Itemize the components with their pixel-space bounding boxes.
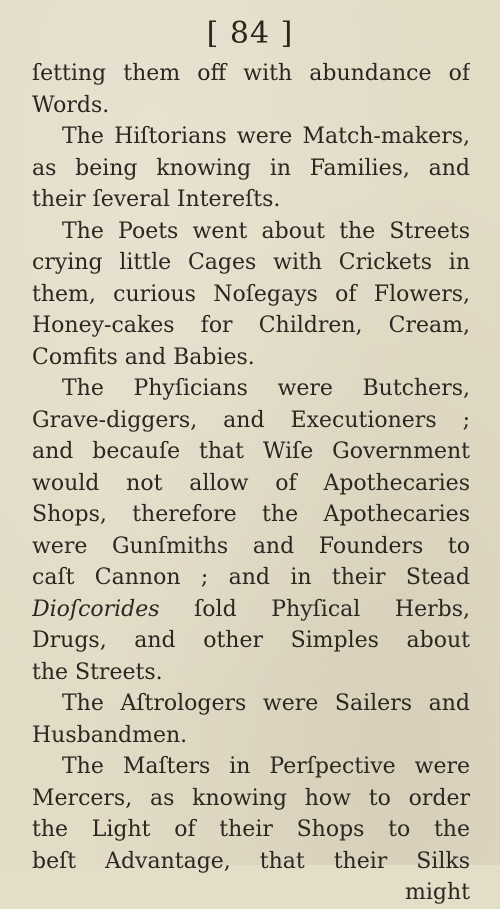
body-text [32,58,470,909]
text-line: them, curious Noſegays of Flowers, [32,281,470,307]
text-line: Shops, therefore the Apothecaries [32,502,470,527]
text-line: would not allow of Apothecaries [32,470,470,496]
page-number: [ 84 ] [206,16,294,51]
text-line: caſt Cannon ; and in their Stead [32,565,470,590]
text-line: The Aſtrologers were Sailers and [62,691,470,716]
text-line: and becauſe that Wiſe Government [32,439,470,464]
italic-name: Dioſcorides [32,596,160,622]
text-line: the Light of their Shops to the [32,817,470,842]
text-line: Grave-diggers, and Executioners ; [32,407,470,433]
text-line: Husbandmen. [32,722,188,748]
text-line: were Gunſmiths and Founders to [32,533,470,559]
text-line: as being knowing in Families, and [32,155,470,181]
text-line: ſetting them off with abundance of [32,61,470,86]
text-line: The Maſters in Perſpective were [62,754,470,779]
text-line: Mercers, as knowing how to order [32,785,470,811]
text-line: the Streets. [32,659,163,685]
text-line: Comfits and Babies. [32,344,255,370]
text-line: beſt Advantage, that their Silks [32,848,470,874]
text-line: crying little Cages with Crickets in [32,250,470,275]
text-line: The Phyſicians were Butchers, [62,376,470,401]
text-line: Drugs, and other Simples about [32,628,470,653]
text-line: The Poets went about the Streets [62,218,470,244]
text-line: their ſeveral Intereſts. [32,187,281,212]
catchword: might [405,880,470,905]
text-line: Dioſcorides ſold Phyſical Herbs, [32,596,470,622]
text-line: Honey-cakes for Children, Cream, [32,313,470,338]
text-line: Words. [32,92,110,118]
text-line: The Hiſtorians were Match-makers, [62,124,470,149]
